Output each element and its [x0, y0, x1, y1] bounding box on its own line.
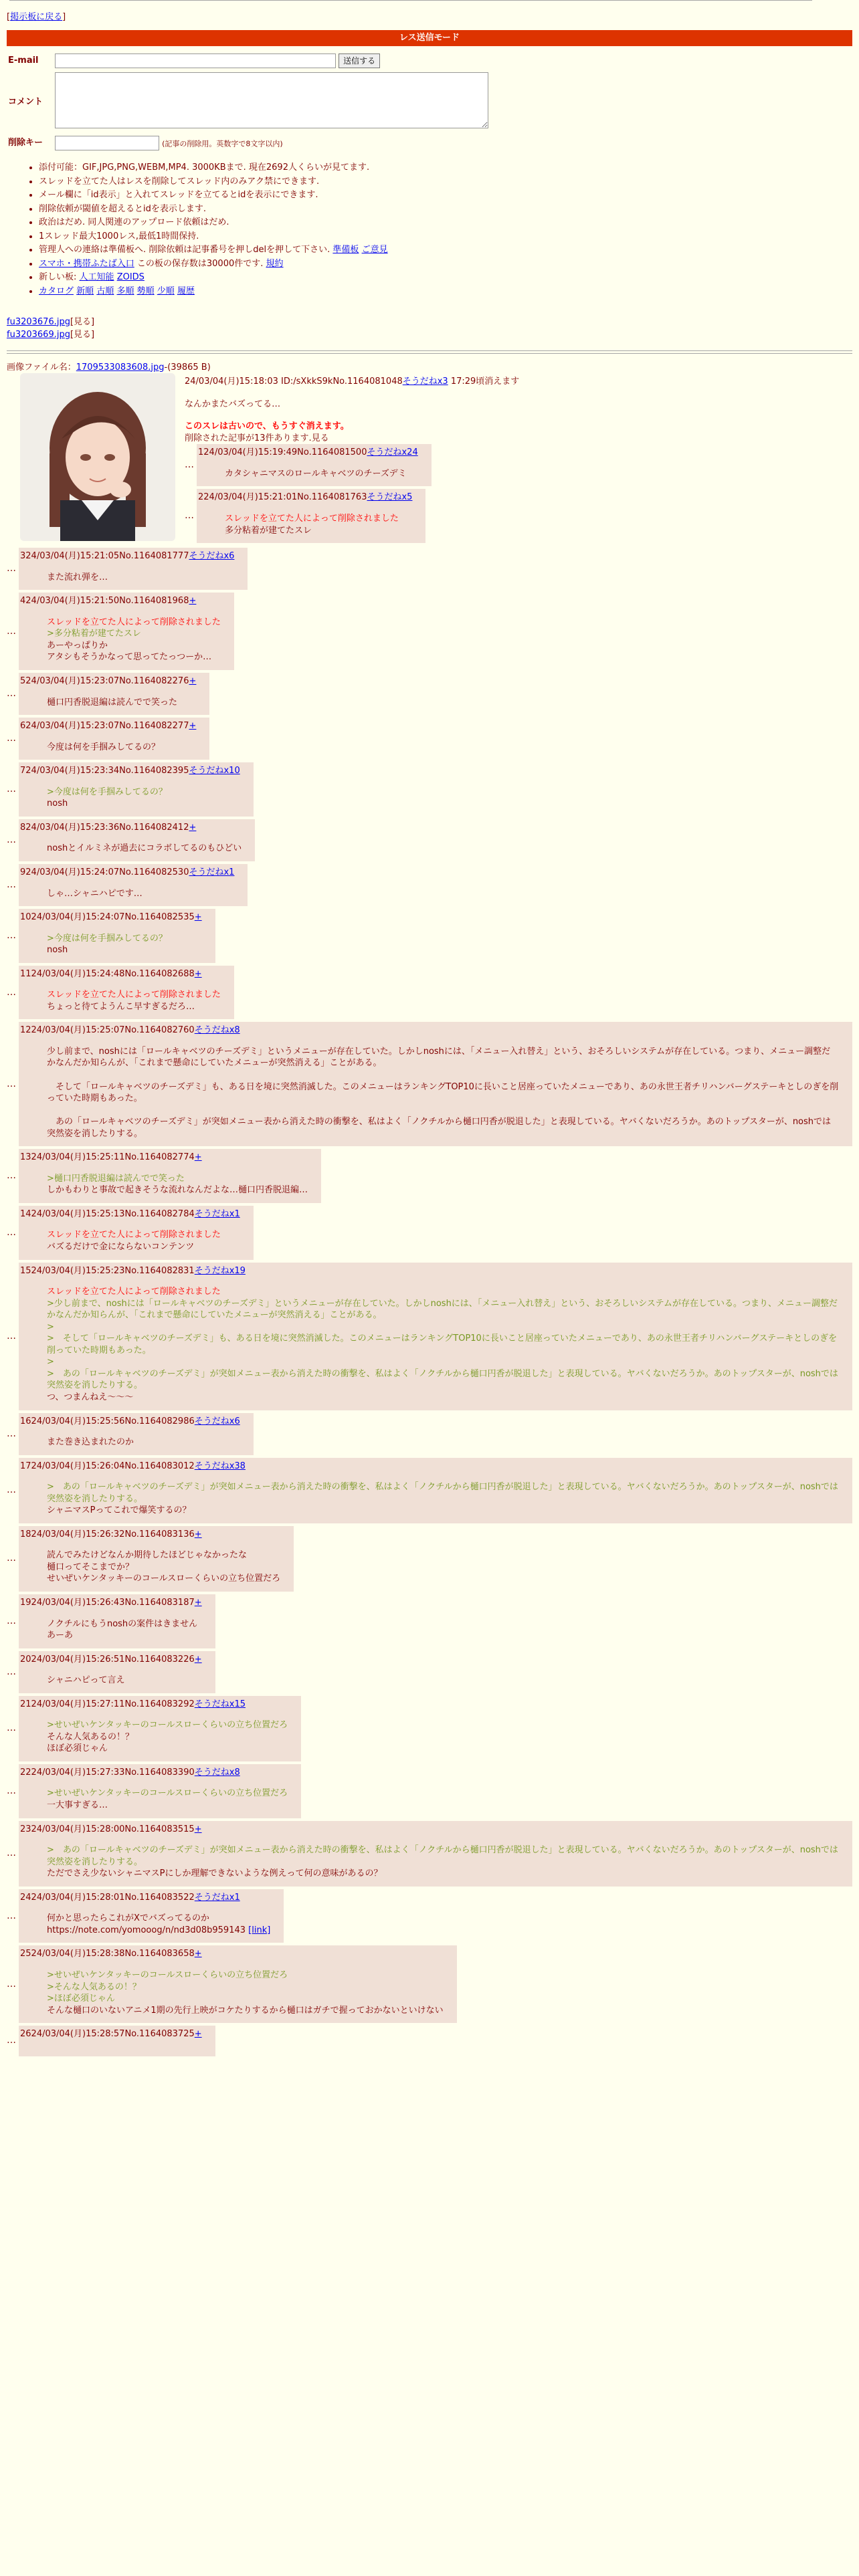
divider	[7, 350, 852, 351]
reply-list	[7, 548, 852, 2056]
reply-marker: …	[7, 930, 16, 941]
reply-text	[20, 843, 242, 855]
sodane-button[interactable]: そうだねx6	[189, 551, 235, 562]
delkey-label: 削除キー	[8, 138, 43, 148]
text-line: しかもわりと事故で起きそうな流れなんだよな…樋口円香脱退編…	[47, 1185, 308, 1196]
note-item: • 政治はだめ. 同人関連のアップロード依頼はだめ.	[39, 217, 852, 229]
reply-header	[20, 1152, 308, 1164]
op-post	[7, 362, 852, 548]
reply-marker: …	[7, 688, 16, 700]
rules-link[interactable]: 規約	[266, 258, 284, 269]
reply-body	[19, 2026, 215, 2056]
text-line: 何かと思ったらこれがXでバズってるのか	[47, 1913, 210, 1924]
reply-body	[19, 1945, 457, 2023]
quote-line: >せいぜいケンタッキーのコールスローくらいの立ち位置だろ	[47, 1720, 288, 1731]
reply-marker: …	[7, 1666, 16, 1677]
sodane-button[interactable]: そうだねx15	[194, 1699, 246, 1709]
reply-text	[20, 1286, 839, 1403]
reply-header	[20, 2028, 202, 2040]
note-text: 管理人への連絡は準備板へ. 削除依頼は記事番号を押しdelを押して下さい.	[39, 245, 330, 255]
reply-text	[20, 1719, 288, 1755]
reply	[185, 489, 852, 543]
reply-header	[20, 1948, 444, 1960]
reply-marker: …	[7, 733, 16, 744]
sodane-button[interactable]: +	[194, 1598, 202, 1608]
reply	[7, 673, 852, 715]
reply-meta: 1924/03/04(月)15:26:43No.1164083187	[20, 1598, 195, 1608]
reply	[7, 1764, 852, 1818]
text-line: アタシもそうかなって思ってたっつーか…	[47, 652, 212, 663]
reply-header	[20, 1892, 270, 1904]
sodane-button[interactable]: +	[189, 596, 197, 607]
contact-link[interactable]: 準備板	[332, 245, 359, 255]
reply-meta: 1824/03/04(月)15:26:32No.1164083136	[20, 1529, 195, 1539]
sort-old-link[interactable]: 古順	[96, 286, 114, 297]
sort-new-link[interactable]: 新順	[76, 286, 94, 297]
reply-body	[19, 1764, 301, 1818]
file-label: 画像ファイル名：	[7, 362, 76, 372]
reply	[7, 1263, 852, 1410]
reply-marker: …	[7, 1078, 16, 1089]
reply	[7, 1206, 852, 1260]
quote-line: > あの「ロールキャベツのチーズデミ」が突如メニュー表から消えた時の衝撃を、私はよく「ノクチルから樋口円香が脱退した」と表現している。ヤバくないだろうか。あのトップスターが、noshでは突然姿を消したりする。	[46, 1482, 838, 1504]
reply-header	[20, 765, 240, 777]
text-line: 読んでみたけどなんか期待したほどじゃなかったな	[47, 1550, 248, 1561]
text-line: バズるだけで金にならないコンテンツ	[47, 1241, 195, 1252]
text-line: スレッドを立てた人によって削除されました	[47, 617, 221, 627]
text-line: nosh	[47, 798, 68, 809]
reply-header	[198, 447, 418, 459]
quote-line: >今度は何を手掴みしてるの？	[47, 933, 167, 944]
reply-meta: 524/03/04(月)15:23:07No.1164082276	[20, 676, 189, 687]
sodane-button[interactable]: +	[189, 721, 197, 732]
text-line: ノクチルにもうnoshの案件はきません	[47, 1618, 198, 1629]
text-line: スレッドを立てた人によって削除されました	[46, 1287, 221, 1297]
text-line: 今度は何を手掴みしてるの？	[47, 742, 161, 752]
reply-text	[198, 468, 418, 480]
reply-body	[19, 966, 234, 1020]
reply	[7, 1945, 852, 2023]
reply-header	[20, 675, 196, 687]
reply	[7, 966, 852, 1020]
reply-header	[20, 822, 242, 834]
sodane-button[interactable]: そうだねx8	[194, 1767, 240, 1778]
reply-header	[198, 492, 412, 504]
reply-meta: 124/03/04(月)15:19:49No.1164081500	[198, 447, 367, 458]
reply-marker: …	[7, 1978, 16, 1990]
reply-meta: 2624/03/04(月)15:28:57No.1164083725	[20, 2029, 195, 2040]
file-link[interactable]: fu3203676.jpg	[7, 316, 70, 327]
reply-body	[19, 1206, 254, 1260]
catalog-links	[39, 286, 852, 298]
quote-line: >少し前まで、noshには「ロールキャベツのチーズデミ」というメニューが存在していた。しかしnoshには、「メニュー入れ替え」という、おそろしいシステムが存在している。つまり、メニュー調整だかなんだか知らんが、「これまで懸命にしていたメニューが突然消える」ことがある。	[46, 1298, 838, 1321]
reply-meta: 424/03/04(月)15:21:50No.1164081968	[20, 596, 189, 607]
delkey-note: (記事の削除用。英数字で8文字以内)	[162, 139, 283, 148]
note-item: • 1スレッド最大1000レス,最低1時間保持.	[39, 231, 852, 243]
reply-header	[20, 1824, 839, 1836]
reply-header	[20, 720, 196, 732]
reply-text	[20, 1046, 839, 1140]
reply	[7, 548, 852, 590]
op-file-line	[7, 362, 852, 374]
text-line: そんな樋口のいないアニメ1期の先行上映がコケたりするから樋口はガチで握っておかないといけない	[47, 2005, 444, 2016]
text-line: noshとイルミネが過去にコラボしてるのもひどい	[47, 843, 242, 854]
note-item: • 削除依頼が閾値を超えるとidを表示します.	[39, 203, 852, 215]
reply-body	[19, 864, 248, 906]
reply	[7, 1696, 852, 1761]
sodane-button[interactable]: そうだねx38	[194, 1461, 246, 1471]
sodane-button[interactable]: +	[194, 1824, 202, 1834]
text-line	[47, 1105, 839, 1117]
sodane-button[interactable]: そうだねx1	[189, 867, 235, 877]
reply-text	[20, 1173, 308, 1196]
deleted-count: 削除された記事が13件あります.見る	[185, 433, 329, 443]
note-item	[39, 244, 852, 256]
reply-text	[20, 1481, 839, 1517]
reply-marker: …	[7, 1723, 16, 1734]
quote-line: > あの「ロールキャベツのチーズデミ」が突如メニュー表から消えた時の衝撃を、私はよく「ノクチルから樋口円香が脱退した」と表現している。ヤバくないだろうか。あのトップスターが、noshでは突然姿を消したりする。	[46, 1368, 838, 1391]
reply-text	[20, 1844, 839, 1880]
board-notes	[23, 162, 852, 297]
reply-meta: 1624/03/04(月)15:25:56No.1164082986	[20, 1416, 195, 1426]
sodane-button[interactable]: +	[189, 676, 197, 687]
reply-header	[20, 1767, 288, 1779]
reply-marker: …	[7, 1485, 16, 1496]
sodane-button[interactable]: そうだねx8	[194, 1025, 240, 1036]
reply-meta: 824/03/04(月)15:23:36No.1164082412	[20, 822, 189, 833]
reply-meta: 2124/03/04(月)15:27:11No.1164083292	[20, 1699, 195, 1709]
opinion-link[interactable]: ご意見	[361, 245, 388, 255]
quote-line: >せいぜいケンタッキーのコールスローくらいの立ち位置だろ	[47, 1969, 288, 1980]
reply-text	[20, 1549, 280, 1585]
reply-marker: …	[7, 563, 16, 574]
quote-line: > あの「ロールキャベツのチーズデミ」が突如メニュー表から消えた時の衝撃を、私はよく「ノクチルから樋口円香が脱退した」と表現している。ヤバくないだろうか。あのトップスターが、noshでは突然姿を消したりする。	[46, 1845, 838, 1867]
reply-body	[19, 1889, 284, 1943]
board-link-ai[interactable]: 人工知能	[79, 272, 114, 283]
sodane-button[interactable]: そうだねx3	[402, 377, 448, 387]
sodane-button[interactable]: そうだねx24	[367, 447, 418, 458]
reply-body	[19, 1594, 215, 1648]
text-line: あーあ	[47, 1630, 74, 1641]
reply	[185, 444, 852, 486]
reply-marker: …	[7, 1848, 16, 1859]
reply-body	[19, 548, 248, 590]
file-link-row	[7, 316, 852, 328]
reply-marker: …	[7, 1615, 16, 1626]
reply-body	[19, 593, 234, 670]
quote-line: >樋口円香脱退編は読んでで笑った	[47, 1173, 185, 1184]
sodane-button[interactable]: +	[194, 968, 202, 979]
reply-text	[20, 742, 196, 754]
back-link[interactable]: 掲示板に戻る	[10, 12, 63, 22]
text-line: 少し前まで、noshには「ロールキャベツのチーズデミ」というメニューが存在していた。しかしnoshには、「メニュー入れ替え」という、おそろしいシステムが存在している。つまり、メニュー調整だかなんだか知らんが、「これまで懸命にしていたメニューが突然消える」ことがある。	[46, 1046, 831, 1069]
comment-label: コメント	[8, 96, 43, 107]
reply	[7, 593, 852, 670]
sodane-button[interactable]: そうだねx1	[194, 1208, 240, 1219]
reply-meta: 324/03/04(月)15:21:05No.1164081777	[20, 551, 189, 562]
text-line: スレッドを立てた人によって削除されました	[225, 514, 399, 524]
reply-header	[20, 1265, 839, 1277]
reply-header	[20, 550, 234, 562]
sort-momentum-link[interactable]: 勢順	[136, 286, 155, 297]
reply	[7, 1413, 852, 1455]
reply-body	[19, 1149, 321, 1203]
history-link[interactable]: 履歴	[177, 286, 195, 297]
reply-meta: 724/03/04(月)15:23:34No.1164082395	[20, 766, 189, 776]
reply-marker: …	[7, 1330, 16, 1341]
divider	[7, 353, 852, 354]
reply-meta: 2024/03/04(月)15:26:51No.1164083226	[20, 1654, 195, 1665]
expire-time: 17:29頃消えます	[450, 377, 520, 387]
delkey-input[interactable]	[55, 136, 159, 150]
reply-marker: …	[7, 1428, 16, 1439]
reply	[7, 1526, 852, 1592]
op-thumbnail-image[interactable]	[20, 373, 175, 541]
reply-text	[20, 1913, 270, 1936]
reply-header	[20, 1529, 280, 1541]
text-line: そして「ロールキャベツのチーズデミ」も、ある日を境に突然消滅した。このメニューはランキングTOP10に長いこと居座っていたメニューであり、あの永世王者チリハンバーグステーキとしのぎを削っていた時期もあった。	[46, 1081, 839, 1104]
reply-body	[19, 1696, 301, 1761]
reply	[7, 1651, 852, 1693]
sodane-button[interactable]: そうだねx5	[367, 492, 413, 503]
reply-body	[19, 673, 209, 715]
text-line: 一大事すぎる…	[47, 1800, 108, 1811]
sodane-button[interactable]: +	[189, 822, 197, 833]
reply-text	[20, 1436, 240, 1448]
post-form	[7, 51, 490, 153]
sodane-button[interactable]: +	[194, 1949, 202, 1959]
quote-line: >	[46, 1357, 54, 1368]
smartphone-link[interactable]: スマホ・携帯ふたば入口	[39, 258, 134, 269]
reply-text	[20, 1229, 240, 1253]
reply-meta: 2224/03/04(月)15:27:33No.1164083390	[20, 1767, 195, 1778]
reply-body	[19, 762, 254, 817]
reply-meta: 2524/03/04(月)15:28:38No.1164083658	[20, 1949, 195, 1959]
new-boards-label: 新しい板:	[39, 272, 77, 283]
mode-bar: レス送信モード	[7, 30, 852, 46]
quote-line: >せいぜいケンタッキーのコールスローくらいの立ち位置だろ	[47, 1788, 288, 1799]
sodane-button[interactable]: そうだねx19	[194, 1265, 246, 1276]
reply	[7, 909, 852, 963]
text-line: https://note.com/yomooog/n/nd3d08b959143 [link]	[47, 1925, 271, 1935]
reply-marker: …	[7, 834, 16, 845]
reply-text	[20, 1675, 202, 1687]
file-links	[7, 316, 852, 341]
reply-header	[20, 595, 221, 607]
catalog-link[interactable]: カタログ	[39, 286, 74, 297]
text-line: ほぼ必須じゃん	[47, 1743, 108, 1754]
text-line: 多分粘着が建てたスレ	[225, 525, 312, 536]
email-label: E-mail	[8, 55, 39, 66]
reply	[7, 1022, 852, 1146]
reply-text	[20, 888, 234, 900]
reply-meta: 1524/03/04(月)15:25:23No.1164082831	[19, 1265, 195, 1276]
reply-meta: 1024/03/04(月)15:24:07No.1164082535	[20, 912, 195, 923]
reply-text	[20, 786, 240, 810]
reply-body	[19, 1526, 294, 1592]
reply	[7, 2026, 852, 2056]
back-to-board[interactable]: [掲示板に戻る]	[7, 12, 66, 22]
reply	[7, 1594, 852, 1648]
text-line: 樋口ってそこまでか？	[47, 1562, 134, 1572]
reply	[7, 1821, 852, 1887]
reply-meta: 1224/03/04(月)15:25:07No.1164082760	[19, 1025, 195, 1036]
reply-text	[20, 617, 221, 663]
reply-body	[19, 1458, 852, 1523]
sodane-button[interactable]: +	[194, 1654, 202, 1665]
note-item: • スレッドを立てた人はレスを削除してスレッド内のみアク禁にできます.	[39, 176, 852, 188]
op-text: なんかまたバズってる…	[185, 399, 281, 409]
text-line: シャニハピって言え	[47, 1675, 125, 1686]
reply-meta: 2424/03/04(月)15:28:01No.1164083522	[20, 1892, 195, 1903]
reply-text	[20, 989, 221, 1012]
reply-header	[20, 1597, 202, 1609]
reply-marker: …	[7, 2035, 16, 2046]
reply-header	[20, 1461, 839, 1473]
reply-meta: 1724/03/04(月)15:26:04No.1164083012	[19, 1461, 195, 1471]
reply-meta: 2324/03/04(月)15:28:00No.1164083515	[19, 1824, 195, 1834]
quote-line: >そんな人気あるの！？	[47, 1981, 141, 1992]
quote-line: >多分粘着が建てたスレ	[47, 629, 141, 639]
reply-text	[20, 1788, 288, 1811]
text-line: ただでさえ少ないシャニマスPにしか理解できないような例えって何の意味があるの？	[46, 1868, 383, 1879]
reply-marker: …	[7, 1170, 16, 1182]
sodane-button[interactable]: そうだねx1	[194, 1892, 240, 1903]
reply-marker: …	[7, 1226, 16, 1238]
text-line: スレッドを立てた人によって削除されました	[47, 990, 221, 1000]
reply-marker: …	[7, 986, 16, 998]
old-thread-warning: このスレは古いので、もうすぐ消えます。	[185, 421, 349, 432]
reply	[7, 819, 852, 861]
reply-meta: 1324/03/04(月)15:25:11No.1164082774	[20, 1152, 195, 1163]
board-link-zoids[interactable]: ZOIDS	[116, 272, 145, 283]
quote-line: >ほぼ必須じゃん	[47, 1994, 115, 2004]
text-line: シャニマスPってこれで爆笑するの？	[46, 1505, 191, 1516]
reply-body	[197, 489, 425, 543]
sodane-button[interactable]: そうだねx6	[194, 1416, 240, 1426]
text-line: つ、つまんねえ〜〜〜	[46, 1392, 134, 1402]
file-size: -(39865 B)	[164, 362, 211, 372]
sort-many-link[interactable]: 多順	[116, 286, 134, 297]
reply-marker: …	[7, 1910, 16, 1921]
sodane-button[interactable]: +	[194, 1529, 202, 1539]
note-text: この板の保存数は30000件です.	[136, 258, 264, 269]
text-line: スレッドを立てた人によって削除されました	[47, 1230, 221, 1241]
view-label: [見る]	[70, 316, 95, 327]
reply-header	[20, 867, 234, 879]
text-line: あの「ロールキャベツのチーズデミ」が突如メニュー表から消えた時の衝撃を、私はよく「ノクチルから樋口円香が脱退した」と表現している。ヤバくないだろうか。あのトップスターが、noshでは突然姿を消したりする。	[46, 1117, 832, 1139]
reply-marker: …	[7, 625, 16, 637]
reply-body	[19, 718, 209, 760]
external-link[interactable]: [link]	[248, 1925, 271, 1935]
reply-text	[198, 513, 412, 536]
note-item	[39, 258, 852, 270]
reply	[7, 1149, 852, 1203]
text-line: ちょっと待てようんこ早すぎるだろ…	[47, 1001, 195, 1012]
reply-body	[19, 1413, 254, 1455]
reply-header	[20, 1699, 288, 1711]
text-line: そんな人気あるの！？	[47, 1731, 134, 1742]
reply-text	[20, 933, 202, 956]
reply	[7, 1889, 852, 1943]
reply-body	[19, 1651, 215, 1693]
op-file-link[interactable]: 1709533083608.jpg	[76, 362, 165, 372]
quote-line: >今度は何を手掴みしてるの？	[47, 786, 167, 797]
reply-header	[20, 1025, 839, 1037]
reply-body	[19, 1263, 852, 1410]
reply	[7, 864, 852, 906]
reply-header	[20, 968, 221, 980]
reply-header	[20, 1416, 240, 1428]
reply	[7, 762, 852, 817]
text-line: 樋口円香脱退編は読んでで笑った	[47, 697, 178, 708]
reply	[7, 718, 852, 760]
reply-header	[20, 1654, 202, 1666]
reply-marker: …	[185, 459, 194, 471]
reply-header	[20, 1208, 240, 1220]
reply-marker: …	[7, 879, 16, 891]
reply-header	[20, 911, 202, 924]
file-link[interactable]: fu3203669.jpg	[7, 330, 70, 340]
text-line: nosh	[47, 945, 68, 956]
reply-text	[20, 697, 196, 709]
reply-body	[19, 819, 255, 861]
note-item: • メール欄に「id表示」と入れてスレッドを立てるとidを表示にできます.	[39, 189, 852, 201]
text-line: また巻き込まれたのか	[47, 1437, 134, 1448]
email-input[interactable]	[55, 53, 336, 68]
reply-marker: …	[185, 510, 194, 522]
reply-meta: 924/03/04(月)15:24:07No.1164082530	[20, 867, 189, 877]
submit-button[interactable]: 送信する	[339, 53, 380, 68]
op-post-meta: 24/03/04(月)15:18:03 ID:/sXkkS9kNo.1164081048	[185, 377, 403, 387]
new-boards	[39, 272, 852, 284]
text-line: せいぜいケンタッキーのコールスローくらいの立ち位置だろ	[47, 1574, 281, 1584]
text-line: しゃ…シャニハピです…	[47, 888, 142, 899]
reply-marker: …	[7, 1553, 16, 1564]
reply	[7, 1458, 852, 1523]
reply-body	[197, 444, 432, 486]
sodane-button[interactable]: +	[194, 2029, 202, 2040]
reply-body	[19, 1022, 852, 1146]
reply-body	[19, 1821, 852, 1887]
reply-text	[20, 1618, 202, 1642]
text-line: あーやっぱりか	[47, 640, 108, 651]
text-line	[47, 1069, 839, 1081]
sodane-button[interactable]: そうだねx10	[189, 766, 240, 776]
quote-line: > そして「ロールキャベツのチーズデミ」も、ある日を境に突然消滅した。このメニューはランキングTOP10に長いこと居座っていたメニューであり、あの永世王者チリハンバーグステーキとしのぎを削っていた時期もあった。	[46, 1333, 838, 1356]
reply-meta: 1124/03/04(月)15:24:48No.1164082688	[20, 968, 195, 979]
file-link-row	[7, 329, 852, 341]
view-label: [見る]	[70, 330, 95, 340]
text-line: また流れ弾を…	[47, 572, 108, 582]
reply-meta: 624/03/04(月)15:23:07No.1164082277	[20, 721, 189, 732]
note-item: • 添付可能：GIF,JPG,PNG,WEBM,MP4. 3000KBまで. 現在2692人くらいが見てます.	[39, 162, 852, 174]
reply-marker: …	[7, 784, 16, 795]
comment-textarea[interactable]	[55, 72, 488, 128]
reply-text	[20, 572, 234, 584]
sodane-button[interactable]: +	[194, 1152, 202, 1163]
reply-marker: …	[7, 1785, 16, 1796]
text-line: カタシャニマスのロールキャベツのチーズデミ	[225, 468, 407, 479]
reply-meta: 1424/03/04(月)15:25:13No.1164082784	[20, 1208, 195, 1219]
reply-body	[19, 909, 215, 963]
sodane-button[interactable]: +	[194, 912, 202, 923]
reply-text	[20, 1969, 444, 2016]
quote-line: >	[46, 1321, 54, 1332]
sort-few-link[interactable]: 少順	[157, 286, 175, 297]
reply-meta: 224/03/04(月)15:21:01No.1164081763	[198, 492, 367, 503]
